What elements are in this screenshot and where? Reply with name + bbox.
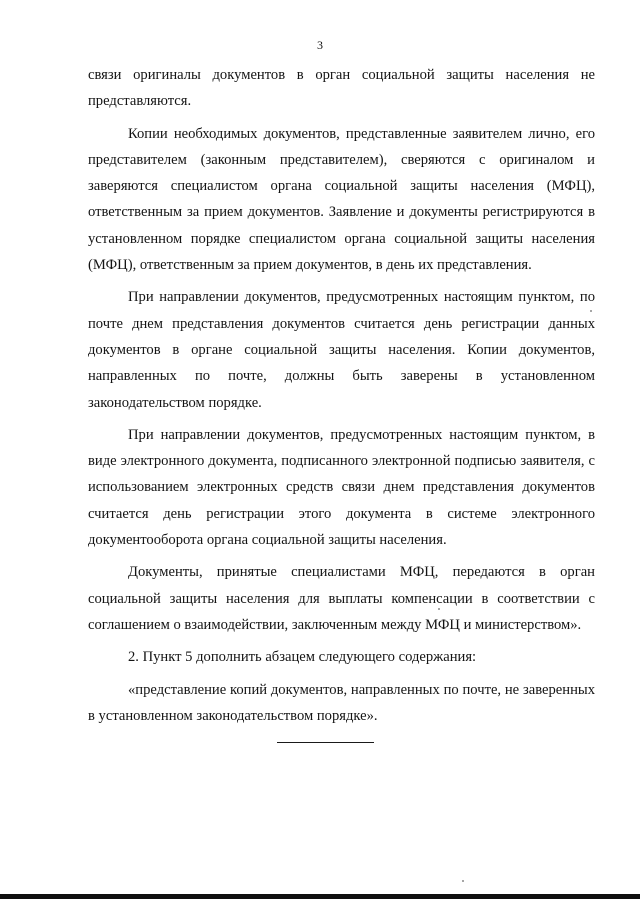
- paragraph-postal-submission: При направлении документов, предусмотренных настоящим пунктом, по почте днем представления документов считается день регистрации данных документов в органе социальной защиты населения. Копии документов, направленных по почте, должны быть заверены в установленном законодательством порядке.: [88, 289, 595, 411]
- document-body: [88, 62, 595, 735]
- scan-speck: [590, 310, 592, 312]
- paragraph-amendment-point: 2. Пункт 5 дополнить абзацем следующего содержания:: [128, 649, 477, 666]
- scan-speck: [438, 608, 440, 610]
- end-of-document-rule: [277, 742, 374, 743]
- paragraph-mfc-transfer: Документы, принятые специалистами МФЦ, передаются в орган социальной защиты населения для выплаты компенсации в соответствии с соглашением о взаимодействии, заключенным между МФЦ и министерством».: [88, 564, 595, 633]
- paragraph-amendment-text: «представление копий документов, направленных по почте, не заверенных в установленном законодательством порядке».: [88, 681, 595, 724]
- scan-bottom-edge: [0, 890, 640, 905]
- paragraph-electronic-submission: При направлении документов, предусмотренных настоящим пунктом, в виде электронного документа, подписанного электронной подписью заявителя, с использованием электронных средств связи днем представления документов считается день регистрации этого документа в системе электронного документооборота органа социальной защиты населения.: [88, 426, 595, 549]
- scan-speck: [462, 880, 464, 882]
- paragraph-copies-verification: Копии необходимых документов, представленные заявителем лично, его представителем (законным представителем), сверяются с оригиналом и заверяются специалистом органа социальной защиты населения (МФЦ), ответственным за прием документов. Заявление и документы регистрируются в установленном порядке специалистом органа социальной защиты населения (МФЦ), ответственным за прием документов, в день их представления.: [88, 125, 595, 274]
- paragraph-continuation: связи оригиналы документов в орган социальной защиты населения не представляются.: [88, 67, 595, 110]
- page-number: 3: [317, 38, 323, 52]
